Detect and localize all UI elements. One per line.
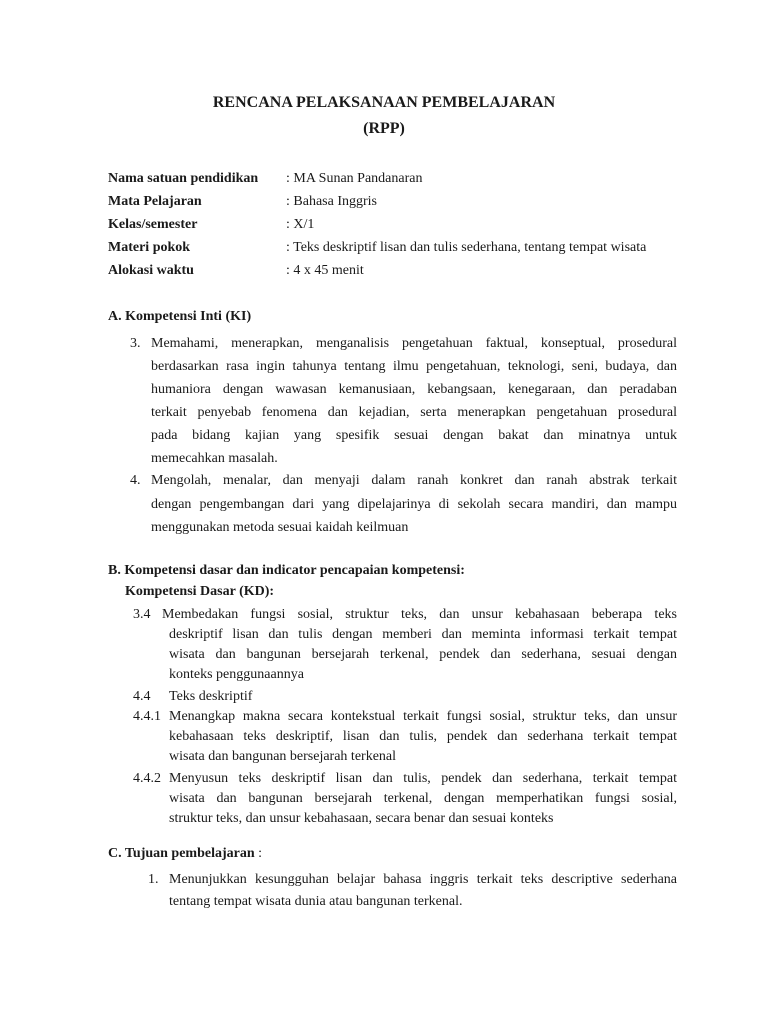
paragraph-line: Menyusun teks deskriptif lisan dan tulis, pendek dan sederhana, terkait tempat	[169, 771, 677, 786]
list-number: 4.4.1	[133, 709, 161, 724]
paragraph-line: wisata dan bangunan bersejarah terkenal	[169, 749, 397, 764]
section-b-heading: B. Kompetensi dasar dan indicator pencapaian kompetensi:	[108, 563, 465, 578]
list-number: 4.	[130, 473, 141, 488]
paragraph-line: Menunjukkan kesungguhan belajar bahasa inggris terkait teks descriptive sederhana	[169, 872, 677, 887]
paragraph-line: Mengolah, menalar, dan menyaji dalam ranah konkret dan ranah abstrak terkait	[151, 473, 677, 488]
section-c-heading-text: C. Tujuan pembelajaran	[108, 846, 255, 861]
paragraph-line: Memahami, menerapkan, menganalisis pengetahuan faktual, konseptual, prosedural	[151, 336, 677, 351]
paragraph-line: kebahasaan teks deskriptif, lisan dan tulis, pendek dan sederhana terkait tempat	[169, 729, 677, 744]
paragraph-line: wisata dan bangunan bersejarah terkenal, pendek dan sederhana, sesuai dengan	[169, 647, 677, 662]
paragraph-line: tentang tempat wisata dunia atau bangunan terkenal.	[169, 894, 463, 909]
paragraph-line: struktur teks, dan unsur kebahasaan, secara benar dan sesuai konteks	[169, 811, 554, 826]
identity-value: : MA Sunan Pandanaran	[286, 171, 423, 186]
section-c-heading	[108, 846, 262, 862]
list-number: 1.	[148, 872, 159, 887]
kd-subheading: Kompetensi Dasar (KD):	[125, 584, 275, 599]
section-a-heading: A. Kompetensi Inti (KI)	[108, 309, 252, 324]
identity-value: : Bahasa Inggris	[286, 194, 377, 209]
paragraph-line: memecahkan masalah.	[151, 451, 278, 466]
paragraph-line: deskriptif lisan dan tulis dengan memberi dan meminta informasi terkait tempat	[169, 627, 677, 642]
list-number: 3.4	[133, 607, 151, 622]
document-subtitle: (RPP)	[363, 120, 405, 137]
list-number: 3.	[130, 336, 141, 351]
paragraph-line: terkait penyebab fenomena dan kejadian, serta menerapkan pengetahuan prosedural	[151, 405, 677, 420]
paragraph-line: dengan pengembangan dari yang dipelajarinya di sekolah secara mandiri, dan mampu	[151, 497, 677, 512]
identity-value: : Teks deskriptif lisan dan tulis sederhana, tentang tempat wisata	[286, 240, 647, 255]
paragraph-line: humaniora dengan wawasan kemanusiaan, kebangsaan, kenegaraan, dan peradaban	[151, 382, 677, 397]
paragraph-line: Teks deskriptif	[169, 689, 253, 704]
paragraph-line: Menangkap makna secara kontekstual terkait fungsi sosial, struktur teks, dan unsur	[169, 709, 677, 724]
list-number: 4.4.2	[133, 771, 161, 786]
identity-label: Alokasi waktu	[108, 263, 194, 278]
identity-label: Mata Pelajaran	[108, 194, 202, 209]
document-title: RENCANA PELAKSANAAN PEMBELAJARAN	[212, 94, 556, 111]
identity-value: : 4 x 45 menit	[286, 263, 364, 278]
list-number: 4.4	[133, 689, 151, 704]
paragraph-line: pada bidang kajian yang spesifik sesuai dengan bakat dan minatnya untuk	[151, 428, 677, 443]
identity-label: Materi pokok	[108, 240, 191, 255]
paragraph-line: konteks penggunaannya	[169, 667, 304, 682]
identity-value: : X/1	[286, 217, 315, 232]
paragraph-line: Membedakan fungsi sosial, struktur teks, dan unsur kebahasaan beberapa teks	[162, 607, 677, 622]
paragraph-line: wisata dan bangunan bersejarah terkenal, dengan memperhatikan fungsi sosial,	[169, 791, 677, 806]
paragraph-line: berdasarkan rasa ingin tahunya tentang ilmu pengetahuan, teknologi, seni, budaya, dan	[151, 359, 677, 374]
identity-label: Kelas/semester	[108, 217, 198, 232]
section-c-heading-colon: :	[254, 846, 263, 861]
paragraph-line: menggunakan metoda sesuai kaidah keilmuan	[151, 520, 409, 535]
identity-label: Nama satuan pendidikan	[108, 171, 259, 186]
